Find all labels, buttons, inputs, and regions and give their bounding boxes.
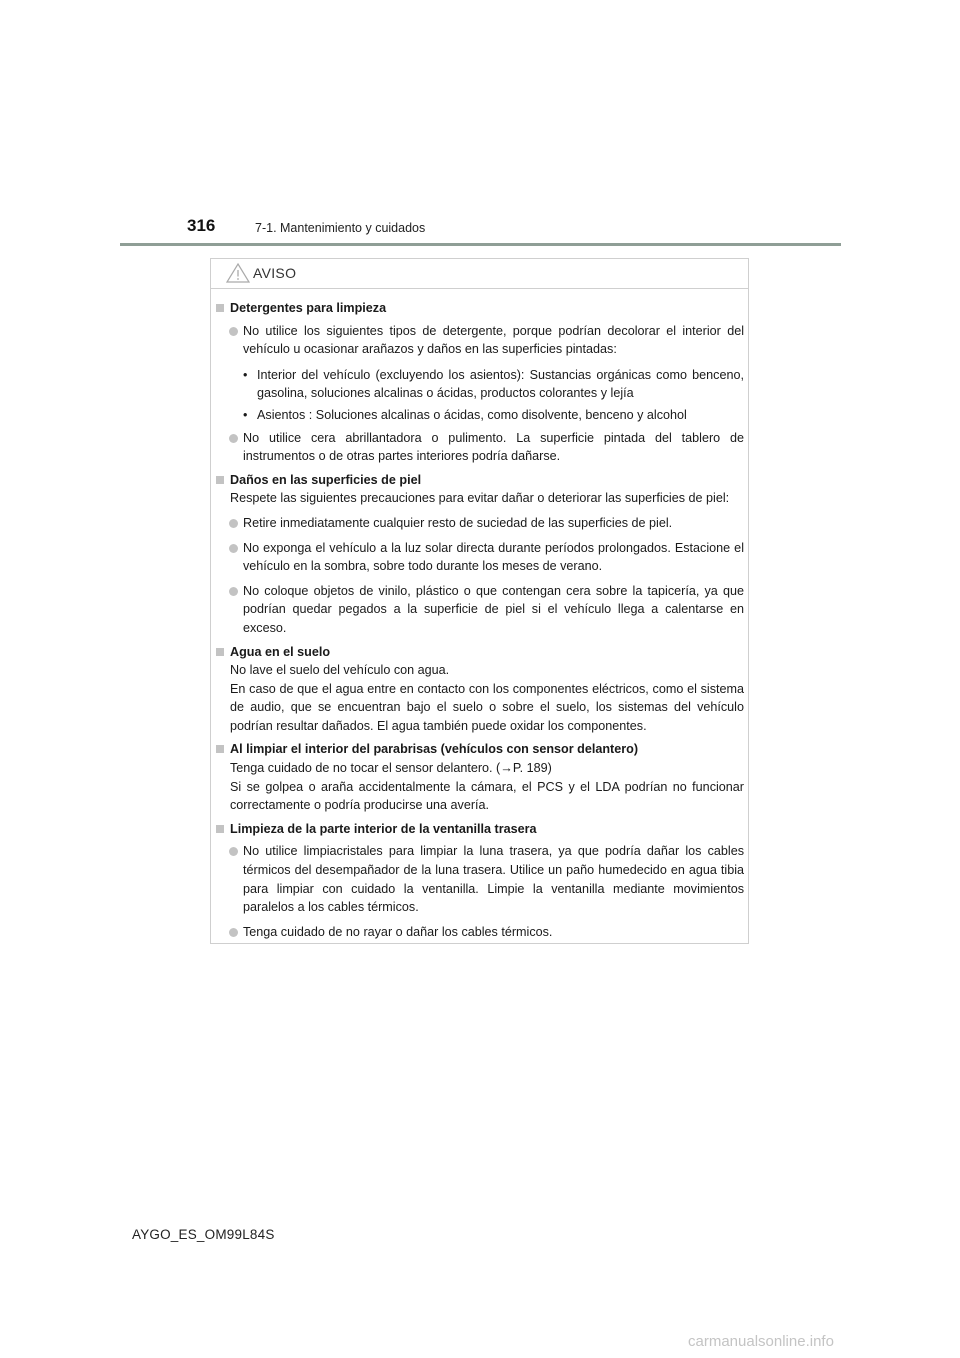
section-title: Limpieza de la parte interior de la ventanilla trasera <box>216 820 744 839</box>
circle-bullet-icon <box>229 928 238 937</box>
chapter-title: 7-1. Mantenimiento y cuidados <box>255 221 426 235</box>
list-item: Tenga cuidado de no rayar o dañar los cables térmicos. <box>216 923 744 942</box>
section-title: Daños en las superficies de piel <box>216 471 744 490</box>
header-rule <box>120 243 841 246</box>
warning-title: AVISO <box>253 265 297 281</box>
circle-bullet-icon <box>229 544 238 553</box>
list-item: No utilice limpiacristales para limpiar la luna trasera, ya que podría dañar los cables térmicos del desempañador de la luna trasera. Utilice un paño humedecido en agua tibia para limpiar con cuidado la ventanilla. Limpie la ventanilla mediante movimientos paralelos a los cables térmicos. <box>216 842 744 916</box>
square-bullet-icon <box>216 745 224 753</box>
list-item: No exponga el vehículo a la luz solar directa durante períodos prolongados. Estacione el vehículo en la sombra, sobre todo durante los meses de verano. <box>216 539 744 576</box>
circle-bullet-icon <box>229 434 238 443</box>
sub-list-item: • Asientos : Soluciones alcalinas o ácidas, como disolvente, benceno y alcohol <box>243 407 687 422</box>
square-bullet-icon <box>216 648 224 656</box>
section-title: Detergentes para limpieza <box>216 299 744 318</box>
sub-list-item: • Interior del vehículo (excluyendo los asientos): Sustancias orgánicas como benceno, gasolina, soluciones alcalinas o ácidas, productos colorantes y lejía <box>243 367 744 401</box>
square-bullet-icon <box>216 304 224 312</box>
square-bullet-icon <box>216 476 224 484</box>
paragraph: No lave el suelo del vehículo con agua. <box>230 663 450 678</box>
section-title: Al limpiar el interior del parabrisas (vehículos con sensor delantero) <box>216 740 744 759</box>
warning-content <box>216 299 744 941</box>
list-item: No coloque objetos de vinilo, plástico o que contengan cera sobre la tapicería, ya que podrían quedar pegados a la superficie de piel si el vehículo llega a calentarse en exceso. <box>216 582 744 638</box>
section-title: Agua en el suelo <box>216 643 744 662</box>
paragraph: Respete las siguientes precauciones para evitar dañar o deteriorar las superficies de piel: <box>230 491 730 506</box>
list-item: No utilice cera abrillantadora o pulimento. La superficie pintada del tablero de instrumentos o de otras partes interiores podría dañarse. <box>216 429 744 466</box>
paragraph: Tenga cuidado de no tocar el sensor delantero. (→P. 189) <box>230 761 552 776</box>
paragraph: Si se golpea o araña accidentalmente la cámara, el PCS y el LDA podrían no funcionar correctamente o podría producirse una avería. <box>230 779 744 813</box>
page-number: 316 <box>187 216 216 235</box>
list-item: No utilice los siguientes tipos de detergente, porque podrían decolorar el interior del vehículo u ocasionar arañazos y daños en las superficies pintadas: <box>216 322 744 359</box>
circle-bullet-icon <box>229 327 238 336</box>
square-bullet-icon <box>216 825 224 833</box>
paragraph: En caso de que el agua entre en contacto con los componentes eléctricos, como el sistema de audio, que se encuentran bajo el suelo o sobre el suelo, los sistemas del vehículo podrían resultar dañados. El agua también puede oxidar los componentes. <box>230 681 744 733</box>
circle-bullet-icon <box>229 587 238 596</box>
warning-header <box>211 259 748 289</box>
circle-bullet-icon <box>229 847 238 856</box>
warning-triangle-icon <box>226 263 250 283</box>
warning-box <box>210 258 749 944</box>
document-code: AYGO_ES_OM99L84S <box>132 1227 275 1242</box>
list-item: Retire inmediatamente cualquier resto de suciedad de las superficies de piel. <box>216 514 744 533</box>
circle-bullet-icon <box>229 519 238 528</box>
watermark: carmanualsonline.info <box>688 1333 834 1350</box>
